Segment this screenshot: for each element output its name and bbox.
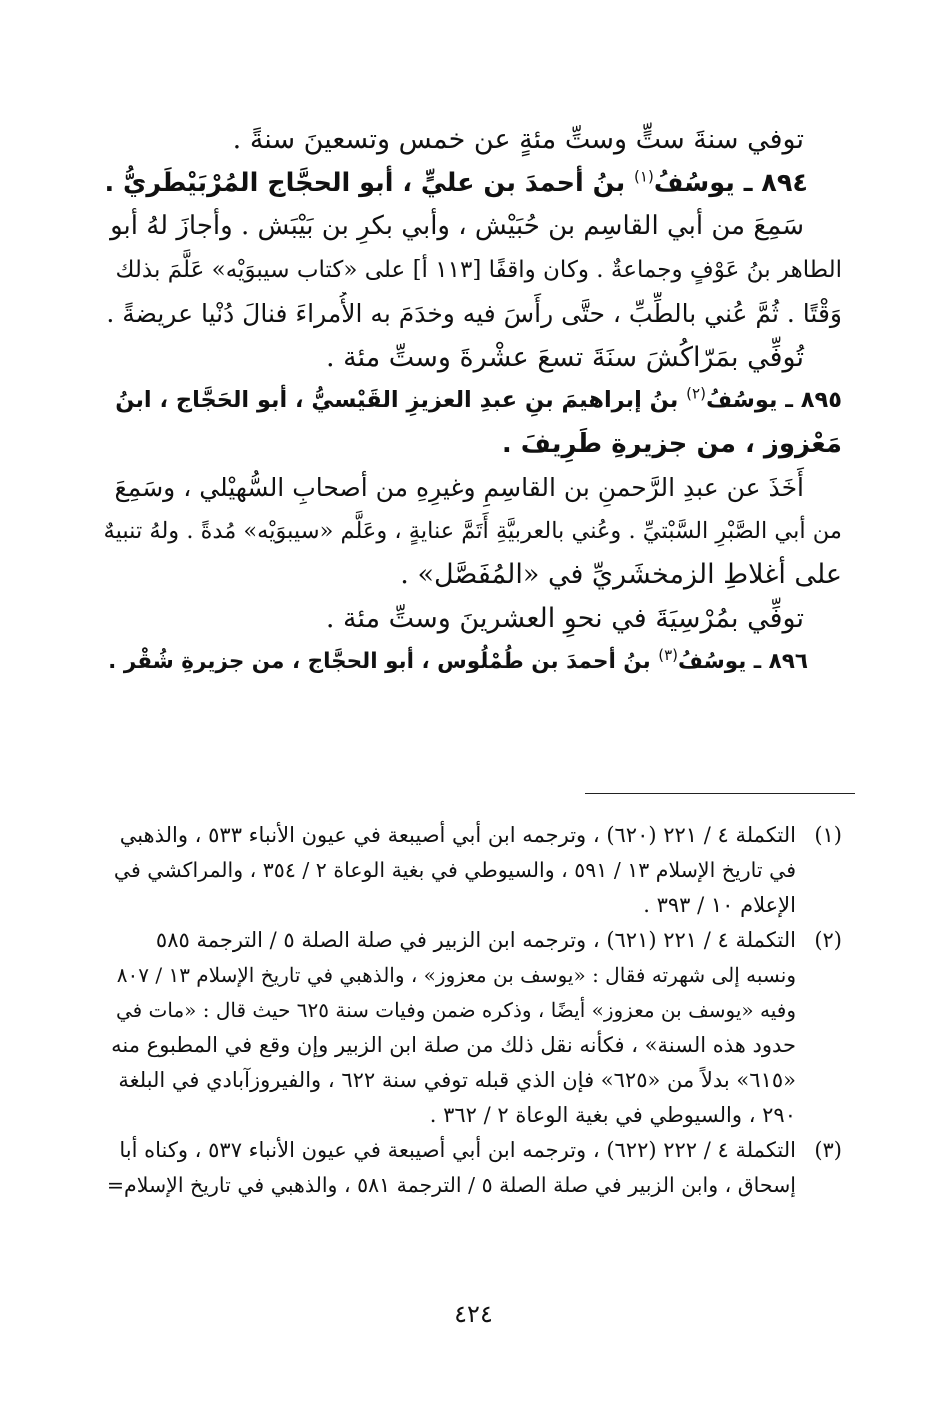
- footnote-2: [104, 923, 842, 1133]
- footnote-line: الإعلام ١٠ / ٣٩٣ .: [643, 893, 796, 917]
- text-line: تُوفِّي بمَرّاكُشَ سنَةَ تسعَ عشْرةَ وستِّ مئة .: [325, 341, 804, 373]
- text-line: وَقْتًا . ثُمَّ عُني بالطِّبِّ ، حتَّى رأَسَ فيه وخدَمَ به الأُمراءَ فنالَ دُنْيا عريضةً .: [106, 299, 842, 328]
- footnote-line: حدود هذه السنة» ، فكأنه نقل ذلك من صلة ابن الزبير وإن وقع في المطبوع منه: [111, 1033, 796, 1057]
- text-line: توفي سنةَ ستٍّ وستِّ مئةٍ عن خمس وتسعينَ سنةً .: [232, 124, 804, 155]
- footnote-line: في تاريخ الإسلام ١٣ / ٥٩١ ، والسيوطي في بغية الوعاة ٢ / ٣٥٤ ، والمراكشي في: [113, 858, 796, 882]
- footnote-1: [104, 818, 842, 923]
- footnote-line: ٢٩٠ ، والسيوطي في بغية الوعاة ٢ / ٣٦٢ .: [429, 1103, 796, 1127]
- footnote-line: وفيه «يوسف بن معزوز» أيضًا ، وذكره ضمن وفيات سنة ٦٢٥ حيث قال : «مات في: [115, 998, 796, 1022]
- text-line: سَمِعَ من أبي القاسِم بن حُبَيْش ، وأبي بكرِ بن بَيْبَش . وأجازَ لهُ أبو: [110, 211, 804, 241]
- footnote-number: (٢): [814, 928, 842, 952]
- footnotes: [104, 818, 842, 1203]
- footnote-ref[interactable]: (٢): [686, 384, 706, 403]
- main-text: [104, 118, 842, 684]
- footnote-ref[interactable]: (٣): [658, 645, 678, 664]
- footnote-number: (٣): [814, 1138, 842, 1162]
- footnote-line: التكملة ٤ / ٢٢٢ (٦٢٢) ، وترجمه ابن أبي أصيبعة في عيون الأنباء ٥٣٧ ، وكناه أبا: [119, 1138, 796, 1162]
- entry-title-894: [104, 162, 842, 206]
- text-line: توفِّي بمُرْسِيَةَ في نحوِ العشرينَ وستِّ مئة .: [325, 602, 804, 634]
- footnote-line: التكملة ٤ / ٢٢١ (٦٢١) ، وترجمه ابن الزبير في صلة الصلة ٥ / الترجمة ٥٨٥: [155, 928, 796, 952]
- footnote-line: «٦١٥» بدلاً من «٦٢٥» فإن الذي قبله توفي سنة ٦٢٢ ، والفيروزآبادي في البلغة: [118, 1068, 796, 1092]
- entry-heading: ٨٩٦ ـ يوسُفُ: [678, 649, 808, 674]
- text-line: من أبي الصَّبْرِ السَّبْتيِّ . وعُني بالعربيَّةِ أَتَمَّ عنايةٍ ، وعَلَّم «سيبوَيْه» مُدةً . ولهُ تنبيهٌ: [104, 517, 842, 544]
- footnote-line: ونسبه إلى شهرته فقال : «يوسف بن معزوز» ، والذهبي في تاريخ الإسلام ١٣ / ٨٠٧: [116, 963, 796, 987]
- footnote-number: (١): [814, 823, 842, 847]
- footnote-separator: [585, 793, 855, 794]
- entry-heading: ٨٩٤ ـ يوسُفُ: [653, 167, 808, 198]
- text-line: الطاهر بنُ عَوْفٍ وجماعةٌ . وكان واقفًا [١١٣ أ] على «كتاب سيبوَيْه» عَلَّمَ بذلك: [115, 256, 842, 283]
- text-line: على أغلاطِ الزمخشَريِّ في «المُفَصَّل» .: [400, 559, 842, 590]
- text-line: أَخَذَ عن عبدِ الرَّحمنِ بن القاسِمِ وغيرِهِ من أصحابِ السُّهيْلي ، وسَمِعَ: [114, 473, 804, 502]
- entry-title-895-continued: مَعْزوز ، من جزيرةِ طَرِيفَ .: [501, 428, 842, 459]
- entry-title-895: [104, 379, 842, 423]
- footnote-ref[interactable]: (١): [634, 167, 654, 185]
- page-number: ٤٢٤: [454, 1300, 493, 1328]
- entry-heading-rest: بنُ إبراهيمَ بنِ عبدِ العزيزِ القَيْسيُّ ، أبو الحَجَّاج ، ابنُ: [115, 387, 687, 413]
- entry-heading-rest: بنُ أحمدَ بن طُمْلُوس ، أبو الحجَّاج ، من جزيرةِ شُقْر .: [108, 649, 659, 674]
- footnote-line: إسحاق ، وابن الزبير في صلة الصلة ٥ / الترجمة ٥٨١ ، والذهبي في تاريخ الإسلام=: [106, 1173, 796, 1197]
- entry-heading-rest: بنُ أحمدَ بن عليٍّ ، أبو الحجَّاج المُرْبَيْطَريُّ .: [104, 167, 635, 198]
- footnote-line: التكملة ٤ / ٢٢١ (٦٢٠) ، وترجمه ابن أبي أصيبعة في عيون الأنباء ٥٣٣ ، والذهبي: [119, 823, 796, 847]
- entry-heading: ٨٩٥ ـ يوسُفُ: [705, 387, 842, 413]
- footnote-3: [104, 1133, 842, 1203]
- entry-title-896: [104, 640, 842, 684]
